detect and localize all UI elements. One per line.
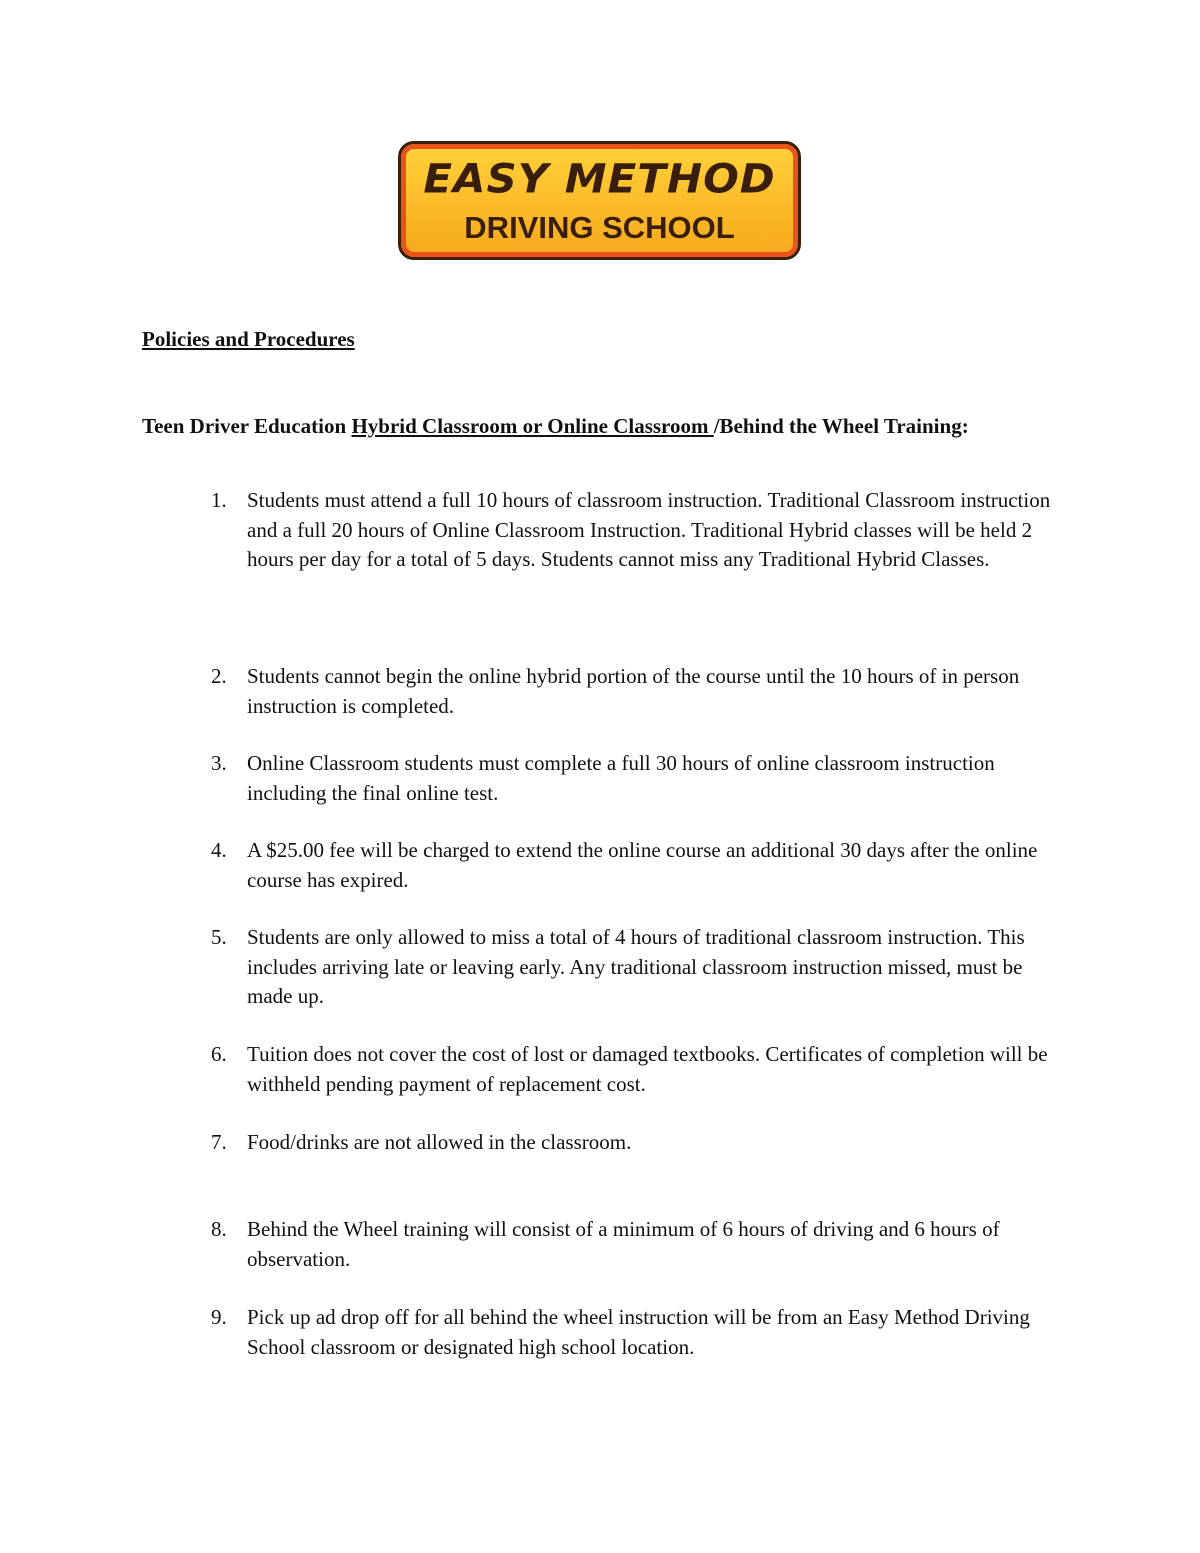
policy-text: A $25.00 fee will be charged to extend the online course an additional 30 days after the online course has expired. [247,838,1038,892]
policy-text: Online Classroom students must complete a full 30 hours of online classroom instruction including the final online test. [247,751,995,805]
policy-text: Pick up ad drop off for all behind the wheel instruction will be from an Easy Method Driving School classroom or designated high school location. [247,1305,1030,1359]
section-heading [142,412,1022,441]
policy-number: 1. [211,488,227,512]
policy-number: 8. [211,1217,227,1241]
heading-part-3: /Behind the Wheel Training: [713,414,969,438]
heading-part-1: Teen Driver Education [142,414,352,438]
policy-text: Tuition does not cover the cost of lost or damaged textbooks. Certificates of completion will be withheld pending payment of replacement cost. [247,1042,1048,1096]
heading-part-2-underlined: Hybrid Classroom or Online Classroom [351,414,714,438]
policy-text: Behind the Wheel training will consist of a minimum of 6 hours of driving and 6 hours of observation. [247,1217,1000,1271]
policy-number: 6. [211,1042,227,1066]
policy-number: 2. [211,664,227,688]
policy-text: Students are only allowed to miss a total of 4 hours of traditional classroom instruction. This includes arriving late or leaving early. Any traditional classroom instruction missed, must be made up. [247,925,1025,1008]
policy-number: 5. [211,925,227,949]
policy-text: Students cannot begin the online hybrid portion of the course until the 10 hours of in person instruction is completed. [247,664,1020,718]
school-logo [398,141,801,260]
policy-number: 3. [211,751,227,775]
logo-line-1: EASY METHOD [423,155,776,202]
logo-line-2: DRIVING SCHOOL [464,210,735,245]
policy-number: 7. [211,1130,227,1154]
policy-text: Food/drinks are not allowed in the classroom. [247,1130,632,1154]
policy-text: Students must attend a full 10 hours of classroom instruction. Traditional Classroom instruction and a full 20 hours of Online Classroom Instruction. Traditional Hybrid classes will be held 2 hours per day for a total of 5 days. Students cannot miss any Traditional Hybrid Classes. [247,488,1051,571]
page-title: Policies and Procedures [142,327,355,351]
policy-number: 9. [211,1305,227,1329]
policy-number: 4. [211,838,227,862]
